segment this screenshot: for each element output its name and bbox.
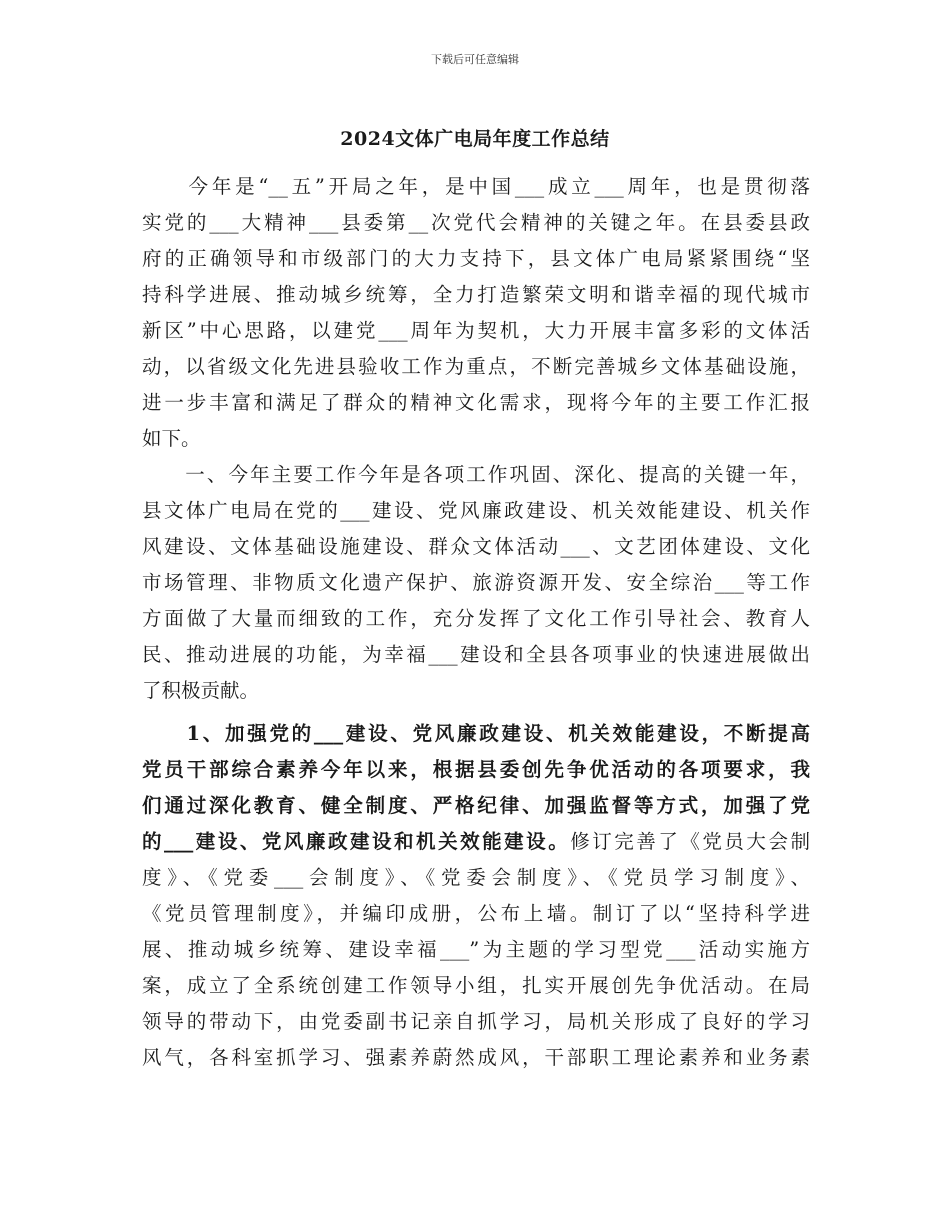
paragraph-line: 持科学进展、推动城乡统筹，全力打造繁荣文明和谐幸福的现代城市 <box>142 283 810 306</box>
paragraph-line: 风气，各科室抓学习、强素养蔚然成风，干部职工理论素养和业务素 <box>142 1046 810 1069</box>
bold-heading-line: 党员干部综合素养今年以来，根据县委创先争优活动的各项要求，我 <box>142 758 810 781</box>
paragraph-fragment: 修订完善了《党员大会制 <box>570 830 810 853</box>
paragraph-line: 展、推动城乡统筹、建设幸福___”为主题的学习型党___活动实施方 <box>142 938 810 961</box>
paragraph-line: 方面做了大量而细致的工作，充分发挥了文化工作引导社会、教育人 <box>142 607 810 630</box>
document-title: 2024文体广电局年度工作总结 <box>340 128 610 150</box>
paragraph-line: 领导的带动下，由党委副书记亲自抓学习，局机关形成了良好的学习 <box>142 1010 810 1033</box>
paragraph-line: 动，以省级文化先进县验收工作为重点，不断完善城乡文体基础设施， <box>142 355 810 378</box>
paragraph-line: 新区”中心思路，以建党___周年为契机，大力开展丰富多彩的文体活 <box>142 319 810 342</box>
paragraph-line: 风建设、文体基础设施建设、群众文体活动___、文艺团体建设、文化 <box>142 535 810 558</box>
mixed-line <box>142 824 810 860</box>
document-body <box>142 169 810 1076</box>
bold-heading-line: 们通过深化教育、健全制度、严格纪律、加强监督等方式，加强了党 <box>142 794 810 817</box>
paragraph-line: 实党的___大精神___县委第__次党代会精神的关键之年。在县委县政 <box>142 211 810 234</box>
header-note: 下载后可任意编辑 <box>431 53 519 66</box>
paragraph-line: 了积极贡献。 <box>142 679 260 702</box>
paragraph-line: 度》、《党委___会制度》、《党委会制度》、《党员学习制度》、 <box>142 866 810 889</box>
paragraph-line: 进一步丰富和满足了群众的精神文化需求，现将今年的主要工作汇报 <box>142 391 810 414</box>
paragraph-line: 如下。 <box>142 427 201 450</box>
paragraph-line: 民、推动进展的功能，为幸福___建设和全县各项事业的快速进展做出 <box>142 643 810 666</box>
paragraph-line: 县文体广电局在党的___建设、党风廉政建设、机关效能建设、机关作 <box>142 499 810 522</box>
paragraph-line: 今年是“__五”开局之年，是中国___成立___周年，也是贯彻落 <box>142 175 810 198</box>
paragraph-line: 一、今年主要工作今年是各项工作巩固、深化、提高的关键一年， <box>142 463 810 486</box>
bold-heading-line: 1、加强党的___建设、党风廉政建设、机关效能建设，不断提高 <box>142 722 810 745</box>
paragraph-line: 案，成立了全系统创建工作领导小组，扎实开展创先争优活动。在局 <box>142 974 810 997</box>
paragraph-line: 《党员管理制度》，并编印成册，公布上墙。制订了以“坚持科学进 <box>142 902 810 925</box>
bold-heading-end: 的___建设、党风廉政建设和机关效能建设。 <box>142 830 571 853</box>
paragraph-line: 府的正确领导和市级部门的大力支持下，县文体广电局紧紧围绕“坚 <box>142 247 810 270</box>
paragraph-line: 市场管理、非物质文化遗产保护、旅游资源开发、安全综治___等工作 <box>142 571 810 594</box>
